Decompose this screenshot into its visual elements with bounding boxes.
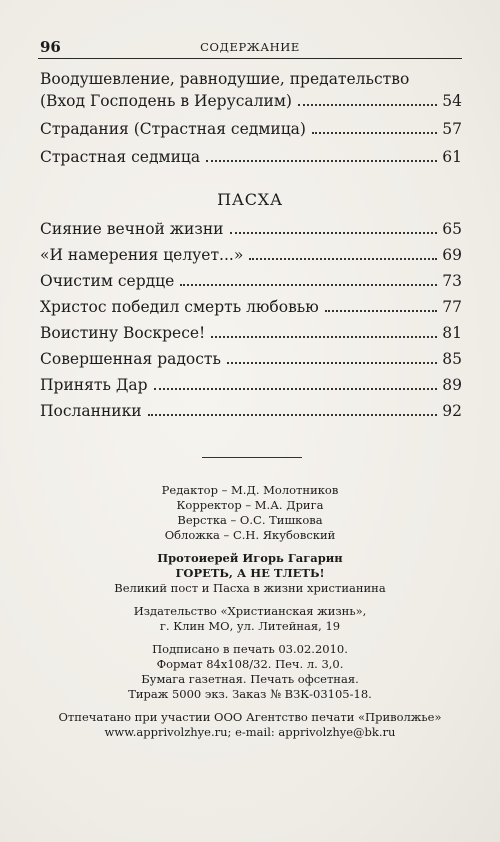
toc-entry	[40, 242, 462, 268]
dot-leader	[227, 362, 437, 364]
toc-group-passion	[40, 68, 462, 168]
dot-leader	[180, 284, 437, 286]
toc-entry-page: 81	[442, 324, 462, 342]
toc-entry-title: «И намерения целует...»	[40, 246, 244, 264]
toc-entry-page: 54	[442, 92, 462, 110]
dot-leader	[154, 388, 437, 390]
toc-entry-page: 85	[442, 350, 462, 368]
page-number: 96	[40, 38, 61, 56]
toc-entry	[40, 320, 462, 346]
dot-leader	[211, 336, 437, 338]
toc-entry	[40, 346, 462, 372]
toc-entry-page: 61	[442, 148, 462, 166]
toc-entry-page: 65	[442, 220, 462, 238]
author-line: Протоиерей Игорь Гагарин	[157, 551, 343, 565]
credit-line: Верстка – О.С. Тишкова	[177, 513, 323, 527]
dot-leader	[230, 232, 437, 234]
toc-entry-title: Совершенная радость	[40, 350, 221, 368]
toc-entry	[40, 268, 462, 294]
printer-line: Отпечатано при участии ООО Агентство печати «Приволжье»	[58, 710, 442, 724]
dot-leader	[148, 414, 437, 416]
toc-entry-title: Посланники	[40, 402, 142, 420]
toc-entry-page: 89	[442, 376, 462, 394]
dot-leader	[325, 310, 437, 312]
toc-entry	[40, 216, 462, 242]
running-header	[38, 38, 462, 59]
toc-group-easter	[40, 216, 462, 424]
toc-entry-page: 57	[442, 120, 462, 138]
publisher-address-line: г. Клин МО, ул. Литейная, 19	[159, 619, 341, 633]
toc-entry-page: 69	[442, 246, 462, 264]
toc-entry-page: 92	[442, 402, 462, 420]
print-info-line: Бумага газетная. Печать офсетная.	[141, 672, 359, 686]
credit-line: Корректор – М.А. Дрига	[176, 498, 324, 512]
toc-entry-title: Принять Дар	[40, 376, 148, 394]
toc-entry-title: (Вход Господень в Иерусалим)	[40, 92, 292, 110]
toc-entry-title-line: Воодушевление, равнодушие, предательство	[40, 70, 410, 88]
divider-rule	[202, 457, 302, 458]
dot-leader	[298, 104, 437, 106]
publisher-line: Издательство «Христианская жизнь»,	[133, 604, 367, 618]
toc-entry-title: Очистим сердце	[40, 272, 175, 290]
printer-contact-line: www.apprivolzhye.ru; e-mail: apprivolzhye@bk.ru	[104, 725, 396, 739]
toc-entry-title: Страстная седмица	[40, 148, 201, 166]
toc-entry-page: 77	[442, 298, 462, 316]
toc-entry-title: Сияние вечной жизни	[40, 220, 224, 238]
dot-leader	[249, 258, 437, 260]
dot-leader	[206, 160, 437, 162]
toc-entry-title: Воистину Воскресе!	[40, 324, 206, 342]
credit-line: Обложка – С.Н. Якубовский	[164, 528, 336, 542]
toc-entry	[40, 372, 462, 398]
toc-entry	[40, 294, 462, 320]
credit-line: Редактор – М.Д. Молотников	[161, 483, 339, 497]
imprint-block	[0, 483, 500, 740]
toc-entry	[40, 146, 462, 168]
toc-entry	[40, 90, 462, 112]
section-title: ПАСХА	[217, 190, 283, 209]
print-info-line: Тираж 5000 экз. Заказ № ВЗК-03105-18.	[128, 687, 372, 701]
toc-entry-title: Христос победил смерть любовью	[40, 298, 319, 316]
print-info-line: Подписано в печать 03.02.2010.	[152, 642, 348, 656]
toc-entry	[40, 398, 462, 424]
book-subtitle-line: Великий пост и Пасха в жизни христианина	[114, 581, 386, 595]
toc-entry-page: 73	[442, 272, 462, 290]
toc-entry-title: Страдания (Страстная седмица)	[40, 120, 306, 138]
running-title: СОДЕРЖАНИЕ	[200, 40, 300, 54]
print-info-line: Формат 84x108/32. Печ. л. 3,0.	[156, 657, 344, 671]
dot-leader	[312, 132, 437, 134]
book-title-line: ГОРЕТЬ, А НЕ ТЛЕТЬ!	[175, 566, 325, 580]
toc-entry	[40, 118, 462, 140]
